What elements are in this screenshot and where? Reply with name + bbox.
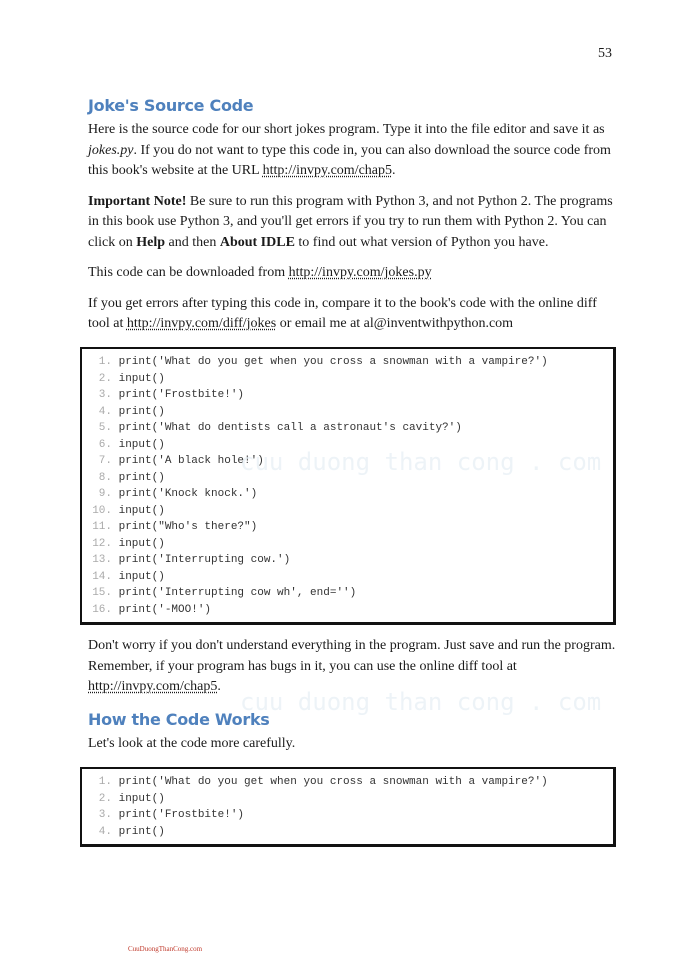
code-text: print('What do dentists call a astronaut's cavity?'): [118, 422, 462, 434]
line-number: 2.: [98, 372, 112, 385]
line-number: 1.: [98, 356, 112, 368]
line-number: 6.: [98, 438, 112, 451]
code-line: [82, 453, 613, 470]
line-number: 3.: [98, 389, 112, 401]
code-text: input(): [118, 438, 165, 451]
code-line: [82, 519, 613, 536]
page-number: 53: [598, 46, 612, 61]
line-number: 4.: [98, 405, 112, 418]
code-line: [82, 371, 613, 388]
code-line: [82, 807, 613, 824]
errors-text: If you get errors after typing this code in, compare it to the book's code with the online diff tool at: [88, 295, 597, 331]
code-text: print('Frostbite!'): [118, 389, 245, 401]
errors-tail: or email me at al@inventwithpython.com: [276, 316, 514, 331]
code-line: [82, 470, 613, 487]
code-text: print('Interrupting cow wh', end=''): [118, 587, 357, 599]
line-number: 4.: [98, 825, 112, 838]
line-number: 2.: [98, 792, 112, 805]
code-listing-2: [80, 767, 616, 847]
line-number: 14.: [92, 570, 112, 583]
period: .: [217, 679, 221, 694]
code-text: input(): [118, 570, 165, 583]
section-heading-how-code-works: How the Code Works: [88, 709, 270, 729]
note-text-2: and then: [165, 234, 220, 250]
after-code-content: [88, 636, 618, 764]
code-text: print('Frostbite!'): [118, 809, 245, 821]
filename: jokes.py: [88, 142, 134, 158]
code-text: print(): [118, 405, 165, 418]
line-number: 12.: [92, 537, 112, 550]
intro-text: Here is the source code for our short jokes program. Type it into the file editor and save it as: [88, 122, 605, 137]
code-text: input(): [118, 537, 165, 550]
line-number: 15.: [92, 587, 112, 599]
code-text: print('Knock knock.'): [118, 488, 258, 500]
code-text: input(): [118, 504, 165, 517]
line-number: 8.: [98, 471, 112, 484]
code-line: [82, 354, 613, 371]
code-text: print('-MOO!'): [118, 603, 212, 616]
period: .: [392, 163, 396, 178]
section-heading-source-code: Joke's Source Code: [88, 96, 254, 115]
code-line: [82, 387, 613, 404]
watermark: cuu duong than cong . com: [240, 448, 602, 476]
help-menu-ref: Help: [136, 234, 165, 250]
code-line: [82, 404, 613, 421]
download-text: This code can be downloaded from: [88, 265, 289, 280]
important-note-paragraph: [88, 192, 618, 254]
line-number: 16.: [92, 603, 112, 616]
download-paragraph: [88, 263, 618, 284]
chap5-link-2[interactable]: http://invpy.com/chap5: [88, 679, 218, 694]
code-text: print('Interrupting cow.'): [118, 554, 291, 566]
errors-paragraph: [88, 294, 618, 335]
code-line: [82, 437, 613, 454]
after-code-text: Don't worry if you don't understand everything in the program. Just save and run the program. Remember, if your program has bugs in it, you can use the online diff tool at: [88, 638, 616, 674]
intro-paragraph: [88, 120, 618, 182]
code-text: print("Who's there?"): [118, 521, 258, 533]
line-number: 13.: [92, 554, 112, 566]
line-number: 7.: [98, 455, 112, 467]
after-code-paragraph: [88, 636, 618, 698]
line-number: 10.: [92, 504, 112, 517]
line-number: 5.: [98, 422, 112, 434]
code-text: print(): [118, 471, 165, 484]
jokes-py-link[interactable]: http://invpy.com/jokes.py: [288, 265, 432, 280]
watermark-2: cuu duong than cong . com: [240, 688, 602, 716]
page-content: [88, 94, 618, 345]
code-listing-1: [80, 347, 616, 625]
code-line: [82, 486, 613, 503]
code-text: print('A black hole!'): [118, 455, 264, 467]
code-text: print('What do you get when you cross a snowman with a vampire?'): [118, 776, 548, 788]
code-line: [82, 536, 613, 553]
about-idle-ref: About IDLE: [219, 234, 295, 250]
code-line: [82, 552, 613, 569]
code-line: [82, 774, 613, 791]
code-text: print('What do you get when you cross a snowman with a vampire?'): [118, 356, 548, 368]
code-text: input(): [118, 792, 165, 805]
code-line: [82, 503, 613, 520]
diff-jokes-link[interactable]: http://invpy.com/diff/jokes: [126, 316, 277, 331]
footer-source: CuuDuongThanCong.com: [128, 945, 203, 953]
note-text-3: to find out what version of Python you have.: [294, 234, 549, 250]
code-line: [82, 585, 613, 602]
line-number: 1.: [98, 776, 112, 788]
code-line: [82, 569, 613, 586]
note-text: Be sure to run this program with Python 3, and not Python 2. The programs in this book use Python 3, and you'll get errors if you try to run them with Python 2. You can click on: [88, 193, 613, 250]
code-text: print(): [118, 825, 165, 838]
note-label: Important Note!: [88, 193, 187, 209]
how-intro-paragraph: Let's look at the code more carefully.: [88, 735, 296, 751]
line-number: 3.: [98, 809, 112, 821]
code-line: [82, 602, 613, 619]
code-line: [82, 824, 613, 841]
code-line: [82, 791, 613, 808]
line-number: 9.: [98, 488, 112, 500]
code-text: input(): [118, 372, 165, 385]
chap5-link[interactable]: http://invpy.com/chap5: [262, 163, 393, 178]
line-number: 11.: [92, 521, 112, 533]
code-line: [82, 420, 613, 437]
intro-text-2: . If you do not want to type this code in, you can also download the source code from this book's website at the URL: [88, 142, 611, 178]
